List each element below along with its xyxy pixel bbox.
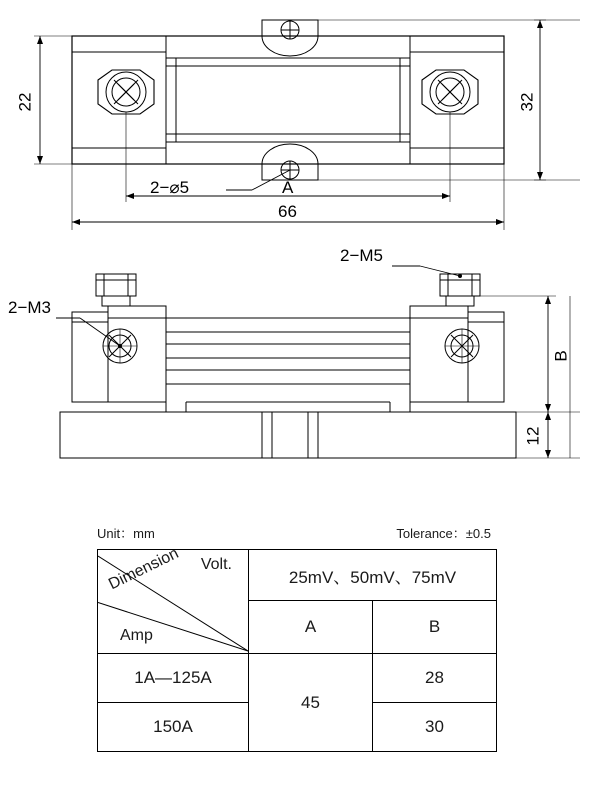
- dimension-table: [97, 544, 497, 752]
- corner-volt-label: Volt.: [200, 556, 232, 573]
- callout-label-2m3: 2−M3: [8, 298, 51, 317]
- subheader-a: A: [249, 601, 373, 654]
- unit-label: Unit：mm: [97, 526, 155, 541]
- corner-dimension-label: Dimension: [106, 544, 182, 594]
- tolerance-label: Tolerance：±0.5: [396, 526, 491, 541]
- dim-label-a: A: [282, 178, 294, 197]
- spec-table: [95, 523, 505, 752]
- callout-label-2m5: 2−M5: [340, 246, 383, 265]
- dim-label-12: 12: [523, 426, 543, 446]
- voltage-header-cell: 25mV、50mV、75mV: [249, 550, 497, 601]
- cell-b-row-2: 30: [373, 703, 497, 752]
- row-label-amp-2: 150A: [98, 703, 249, 752]
- subheader-b: B: [373, 601, 497, 654]
- corner-amp-label: Amp: [120, 627, 153, 644]
- cell-b-row-1: 28: [373, 654, 497, 703]
- dim-label-66: 66: [278, 202, 297, 221]
- dim-label-hole-callout: 2−⌀5: [150, 178, 190, 197]
- dim-label-22: 22: [15, 92, 35, 112]
- row-label-amp-1: 1A—125A: [98, 654, 249, 703]
- cell-a-merged: 45: [249, 654, 373, 752]
- dim-label-b: B: [551, 350, 571, 362]
- table-corner-cell: [98, 544, 249, 654]
- table-row: [98, 654, 497, 703]
- table-header-row: [95, 523, 505, 549]
- dim-label-32: 32: [517, 92, 537, 112]
- table-row: [98, 550, 497, 601]
